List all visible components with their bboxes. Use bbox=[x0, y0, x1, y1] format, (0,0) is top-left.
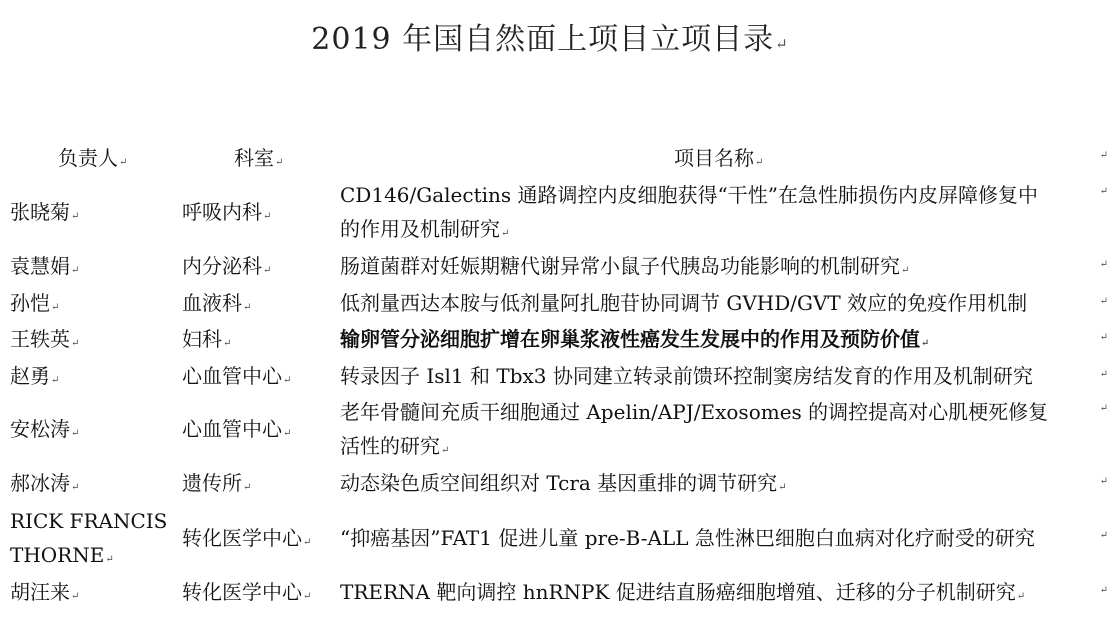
cell-project bbox=[340, 466, 1110, 505]
paragraph-mark-icon: ↵ bbox=[501, 228, 510, 239]
person-text: 安松涛 bbox=[10, 417, 70, 441]
cell-person bbox=[10, 322, 79, 361]
row-end-mark-icon: ↵ bbox=[1099, 296, 1108, 307]
cell-department bbox=[182, 521, 311, 560]
paragraph-mark-icon: ↵ bbox=[71, 482, 80, 493]
cell-department bbox=[182, 195, 271, 234]
person-text: 张晓菊 bbox=[10, 200, 70, 224]
paragraph-mark-icon: ↵ bbox=[263, 211, 272, 222]
cell-department bbox=[182, 322, 231, 361]
paragraph-mark-icon: ↵ bbox=[303, 591, 312, 602]
document-title-text: 2019 年国自然面上项目立项目录 bbox=[311, 22, 775, 57]
cell-project bbox=[340, 322, 1110, 361]
header-department-text: 科室 bbox=[234, 146, 274, 170]
header-person-text: 负责人 bbox=[58, 146, 118, 170]
header-project-text: 项目名称 bbox=[674, 146, 754, 170]
paragraph-mark-icon: ↵ bbox=[243, 302, 252, 313]
cell-department bbox=[182, 466, 251, 505]
header-project bbox=[674, 142, 763, 171]
paragraph-mark-icon: ↵ bbox=[901, 265, 910, 276]
person-text: 孙恺 bbox=[10, 291, 50, 315]
paragraph-mark-icon: ↵ bbox=[223, 338, 232, 349]
project-line bbox=[340, 249, 1110, 288]
cell-department bbox=[182, 575, 311, 614]
row-end-mark-icon: ↵ bbox=[1099, 186, 1108, 197]
paragraph-mark-icon: ↵ bbox=[775, 35, 789, 53]
cell-person bbox=[10, 359, 59, 398]
row-end-mark-icon: ↵ bbox=[1099, 530, 1108, 541]
cell-person bbox=[10, 412, 79, 451]
paragraph-mark-icon: ↵ bbox=[1016, 591, 1026, 602]
row-end-mark-icon: ↵ bbox=[1099, 259, 1108, 270]
cell-project bbox=[340, 521, 1110, 555]
row-end-mark-icon: ↵ bbox=[1099, 403, 1108, 414]
paragraph-mark-icon: ↵ bbox=[755, 157, 764, 168]
paragraph-mark-icon: ↵ bbox=[243, 482, 252, 493]
department-text: 心血管中心 bbox=[182, 364, 282, 388]
person-line bbox=[10, 538, 167, 577]
person-text: 王轶英 bbox=[10, 327, 70, 351]
paragraph-mark-icon: ↵ bbox=[71, 211, 80, 222]
cell-department bbox=[182, 249, 271, 288]
project-line-text: 动态染色质空间组织对 Tcra 基因重排的调节研究 bbox=[340, 471, 778, 495]
department-text: 呼吸内科 bbox=[182, 200, 262, 224]
project-line-text: 活性的研究 bbox=[340, 434, 440, 458]
department-text: 转化医学中心 bbox=[182, 526, 302, 550]
department-text: 妇科 bbox=[182, 327, 222, 351]
cell-person bbox=[10, 286, 59, 325]
project-line-text: 输卵管分泌细胞扩增在卵巢浆液性癌发生发展中的作用及预防价值 bbox=[340, 327, 920, 351]
cell-person bbox=[10, 466, 79, 505]
department-text: 遗传所 bbox=[182, 471, 242, 495]
cell-department bbox=[182, 286, 251, 325]
paragraph-mark-icon: ↵ bbox=[778, 482, 787, 493]
cell-person bbox=[10, 195, 79, 234]
paragraph-mark-icon: ↵ bbox=[51, 302, 60, 313]
document-title bbox=[0, 14, 1100, 58]
cell-person bbox=[10, 504, 167, 577]
paragraph-mark-icon: ↵ bbox=[283, 428, 292, 439]
cell-project bbox=[340, 395, 1110, 468]
project-line-text: TRERNA 靶向调控 hnRNPK 促进结直肠癌细胞增殖、迁移的分子机制研究 bbox=[340, 580, 1016, 604]
cell-project bbox=[340, 359, 1110, 393]
person-text: 袁慧娟 bbox=[10, 254, 70, 278]
cell-person bbox=[10, 575, 79, 614]
project-line: 低剂量西达本胺与低剂量阿扎胞苷协同调节 GVHD/GVT 效应的免疫作用机制 bbox=[340, 291, 1028, 315]
project-line bbox=[340, 322, 1110, 361]
paragraph-mark-icon: ↵ bbox=[263, 265, 272, 276]
paragraph-mark-icon: ↵ bbox=[119, 157, 128, 168]
row-end-mark-icon: ↵ bbox=[1099, 150, 1108, 161]
project-line bbox=[340, 466, 1110, 505]
project-line-text: 肠道菌群对妊娠期糖代谢异常小鼠子代胰岛功能影响的机制研究 bbox=[340, 254, 900, 278]
cell-department bbox=[182, 359, 291, 398]
person-line-text: THORNE bbox=[10, 543, 105, 567]
cell-department bbox=[182, 412, 291, 451]
paragraph-mark-icon: ↵ bbox=[71, 338, 80, 349]
row-end-mark-icon: ↵ bbox=[1099, 332, 1108, 343]
project-line bbox=[340, 429, 1110, 468]
paragraph-mark-icon: ↵ bbox=[303, 537, 312, 548]
project-line: 转录因子 Isl1 和 Tbx3 协同建立转录前馈环控制窦房结发育的作用及机制研究 bbox=[340, 364, 1033, 388]
cell-project bbox=[340, 286, 1110, 320]
project-line bbox=[340, 212, 1110, 251]
project-line bbox=[340, 575, 1110, 614]
cell-project bbox=[340, 575, 1110, 614]
person-text: 赵勇 bbox=[10, 364, 50, 388]
department-text: 血液科 bbox=[182, 291, 242, 315]
header-department bbox=[234, 142, 283, 171]
paragraph-mark-icon: ↵ bbox=[71, 591, 80, 602]
project-line: 老年骨髓间充质干细胞通过 Apelin/APJ/Exosomes 的调控提高对心肌梗死修复 bbox=[340, 400, 1049, 424]
project-line: CD146/Galectins 通路调控内皮细胞获得“干性”在急性肺损伤内皮屏障修复中 bbox=[340, 183, 1038, 207]
paragraph-mark-icon: ↵ bbox=[71, 265, 80, 276]
cell-project bbox=[340, 178, 1110, 251]
cell-project bbox=[340, 249, 1110, 288]
project-line-text: 的作用及机制研究 bbox=[340, 217, 500, 241]
row-end-mark-icon: ↵ bbox=[1099, 369, 1108, 380]
header-person bbox=[58, 142, 127, 171]
paragraph-mark-icon: ↵ bbox=[71, 428, 80, 439]
row-end-mark-icon: ↵ bbox=[1099, 585, 1108, 596]
paragraph-mark-icon: ↵ bbox=[283, 375, 292, 386]
department-text: 内分泌科 bbox=[182, 254, 262, 278]
paragraph-mark-icon: ↵ bbox=[51, 375, 60, 386]
cell-person bbox=[10, 249, 79, 288]
department-text: 心血管中心 bbox=[182, 417, 282, 441]
person-line: RICK FRANCIS bbox=[10, 509, 168, 533]
paragraph-mark-icon: ↵ bbox=[275, 157, 284, 168]
project-line: “抑癌基因”FAT1 促进儿童 pre-B-ALL 急性淋巴细胞白血病对化疗耐受的研究 bbox=[340, 526, 1035, 550]
paragraph-mark-icon: ↵ bbox=[105, 554, 114, 565]
paragraph-mark-icon: ↵ bbox=[921, 338, 930, 349]
paragraph-mark-icon: ↵ bbox=[441, 445, 450, 456]
person-text: 胡汪来 bbox=[10, 580, 70, 604]
person-text: 郝冰涛 bbox=[10, 471, 70, 495]
department-text: 转化医学中心 bbox=[182, 580, 302, 604]
row-end-mark-icon: ↵ bbox=[1099, 476, 1108, 487]
